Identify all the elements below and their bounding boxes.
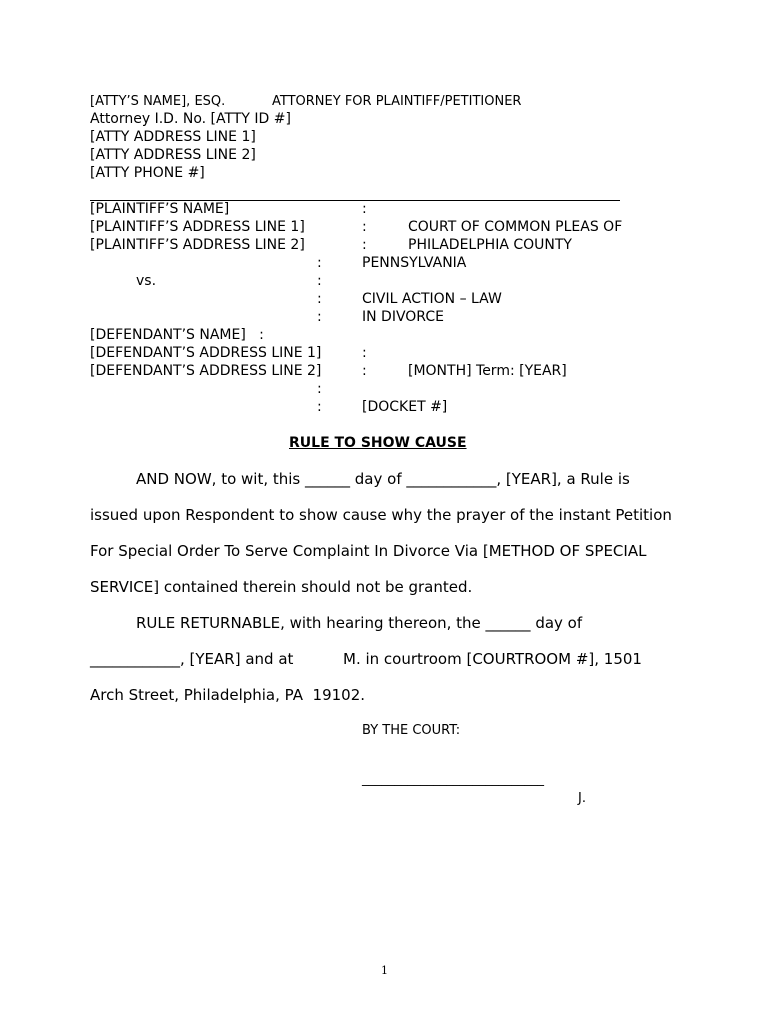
caption-colon: : [362,363,367,379]
court-name-line-2: PHILADELPHIA COUNTY [408,237,572,253]
paragraph-1-line-2: issued upon Respondent to show cause why the prayer of the instant Petition [90,506,672,524]
caption-colon: : [317,273,322,289]
paragraph-2-line-2-start: ____________, [YEAR] and at [90,650,294,668]
caption-colon: : [362,237,367,253]
paragraph-2-line-3: Arch Street, Philadelphia, PA 19102. [90,686,366,704]
caption-colon: : [317,291,322,307]
attorney-name: [ATTY’S NAME], ESQ. [90,94,226,109]
attorney-id: Attorney I.D. No. [ATTY ID #] [90,111,291,127]
action-type-line-2: IN DIVORCE [362,309,444,325]
paragraph-1-line-1: AND NOW, to wit, this ______ day of ____________, [YEAR], a Rule is [136,470,630,488]
caption-colon: : [317,255,322,271]
attorney-address-line-2: [ATTY ADDRESS LINE 2] [90,147,256,163]
paragraph-1-line-4: SERVICE] contained therein should not be granted. [90,578,473,596]
docket-number: [DOCKET #] [362,399,448,415]
court-state: PENNSYLVANIA [362,255,467,271]
judge-suffix: J. [578,791,586,806]
paragraph-2-line-2-end: M. in courtroom [COURTROOM #], 1501 [343,650,642,668]
action-type-line-1: CIVIL ACTION – LAW [362,291,502,307]
paragraph-2-line-1: RULE RETURNABLE, with hearing thereon, the ______ day of [136,614,583,632]
attorney-role: ATTORNEY FOR PLAINTIFF/PETITIONER [272,94,522,109]
document-title: RULE TO SHOW CAUSE [289,435,467,451]
caption-colon: : [362,219,367,235]
court-name-line-1: COURT OF COMMON PLEAS OF [408,219,623,235]
caption-colon: : [317,399,322,415]
attorney-phone: [ATTY PHONE #] [90,165,205,181]
plaintiff-address-line-1: [PLAINTIFF’S ADDRESS LINE 1] [90,219,305,235]
attorney-address-line-1: [ATTY ADDRESS LINE 1] [90,129,256,145]
paragraph-1-line-3: For Special Order To Serve Complaint In Divorce Via [METHOD OF SPECIAL [90,542,647,560]
caption-colon: : [362,345,367,361]
page-number: 1 [381,964,388,977]
caption-colon: : [317,381,322,397]
defendant-address-line-2: [DEFENDANT’S ADDRESS LINE 2] [90,363,322,379]
caption-colon: : [317,309,322,325]
plaintiff-address-line-2: [PLAINTIFF’S ADDRESS LINE 2] [90,237,305,253]
caption-colon: : [362,201,367,217]
judge-signature-line: ____________________________ [362,772,544,787]
by-the-court-label: BY THE COURT: [362,723,461,738]
plaintiff-name: [PLAINTIFF’S NAME] [90,201,230,217]
defendant-name: [DEFENDANT’S NAME] : [90,327,264,343]
term-year: [MONTH] Term: [YEAR] [408,363,567,379]
defendant-address-line-1: [DEFENDANT’S ADDRESS LINE 1] [90,345,322,361]
versus-label: vs. [136,273,157,289]
